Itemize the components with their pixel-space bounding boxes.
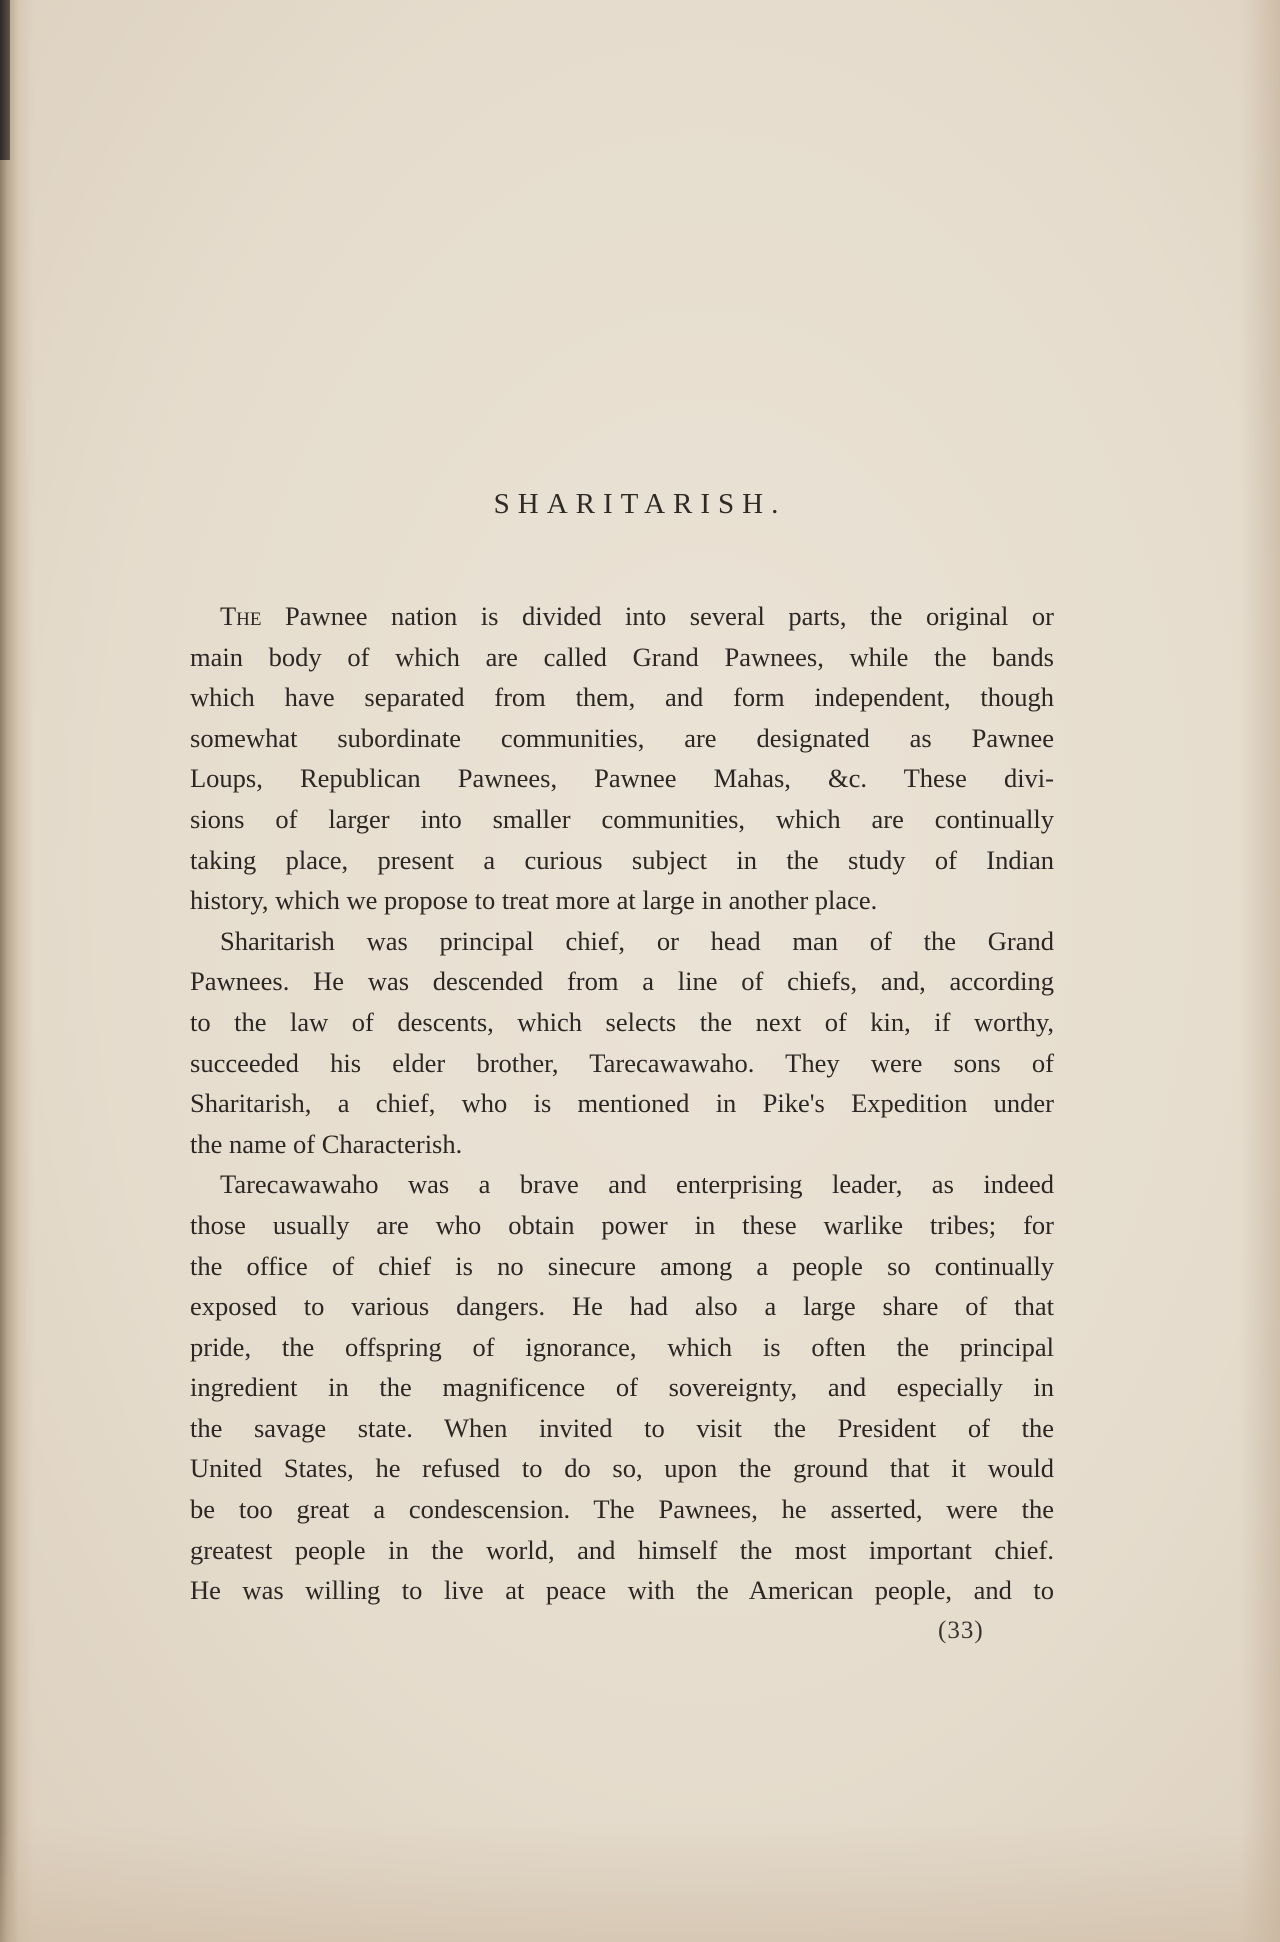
text-line: He was willing to live at peace with the American people, and to [190, 1575, 1054, 1606]
text-line: Sharitarish, a chief, who is mentioned in Pike's Expedition under [190, 1088, 1054, 1119]
text-line-rest: Pawnee nation is divided into several parts, the original or [261, 601, 1054, 631]
chapter-title: SHARITARISH. [493, 488, 787, 520]
binding-shadow [0, 0, 10, 160]
text-line: Sharitarish was principal chief, or head man of the Grand [220, 925, 1054, 956]
paragraph-2 [190, 921, 1054, 1165]
text-line: main body of which are called Grand Pawnees, while the bands [190, 641, 1054, 672]
text-line: succeeded his elder brother, Tarecawawaho. They were sons of [190, 1047, 1054, 1078]
page-bottom-shade [0, 1822, 1280, 1942]
text-line: the office of chief is no sinecure among a people so continually [190, 1250, 1054, 1281]
text-line: United States, he refused to do so, upon the ground that it would [190, 1453, 1054, 1484]
paragraph-1 [190, 596, 1054, 921]
text-line: sions of larger into smaller communities, which are continually [190, 803, 1054, 834]
text-line: pride, the offspring of ignorance, which is often the principal [190, 1331, 1054, 1362]
paragraph-3 [190, 1164, 1054, 1611]
text-line: exposed to various dangers. He had also a large share of that [190, 1291, 1054, 1322]
text-line: which have separated from them, and form independent, though [190, 682, 1054, 713]
page-right-shade [1240, 0, 1280, 1942]
text-line [190, 596, 1054, 637]
body-text [190, 596, 1054, 1611]
page-number: (33) [938, 1617, 984, 1644]
text-line: be too great a condescension. The Pawnees, he asserted, were the [190, 1494, 1054, 1525]
text-line: the name of Characterish. [190, 1128, 463, 1159]
text-line: to the law of descents, which selects the next of kin, if worthy, [190, 1006, 1054, 1037]
text-line: somewhat subordinate communities, are designated as Pawnee [190, 722, 1054, 753]
text-line: taking place, present a curious subject in the study of Indian [190, 844, 1054, 875]
text-line: ingredient in the magnificence of sovereignty, and especially in [190, 1372, 1054, 1403]
text-line: Loups, Republican Pawnees, Pawnee Mahas, &c. These divi- [190, 763, 1054, 794]
text-line: greatest people in the world, and himself the most important chief. [190, 1534, 1054, 1565]
text-line: Pawnees. He was descended from a line of chiefs, and, according [190, 966, 1054, 997]
page-left-edge [0, 0, 34, 1942]
drop-word: The [220, 601, 262, 631]
text-line: history, which we propose to treat more at large in another place. [190, 885, 878, 916]
text-line: Tarecawawaho was a brave and enterprising leader, as indeed [220, 1169, 1054, 1200]
text-line: those usually are who obtain power in these warlike tribes; for [190, 1209, 1054, 1240]
text-line: the savage state. When invited to visit the President of the [190, 1412, 1054, 1443]
